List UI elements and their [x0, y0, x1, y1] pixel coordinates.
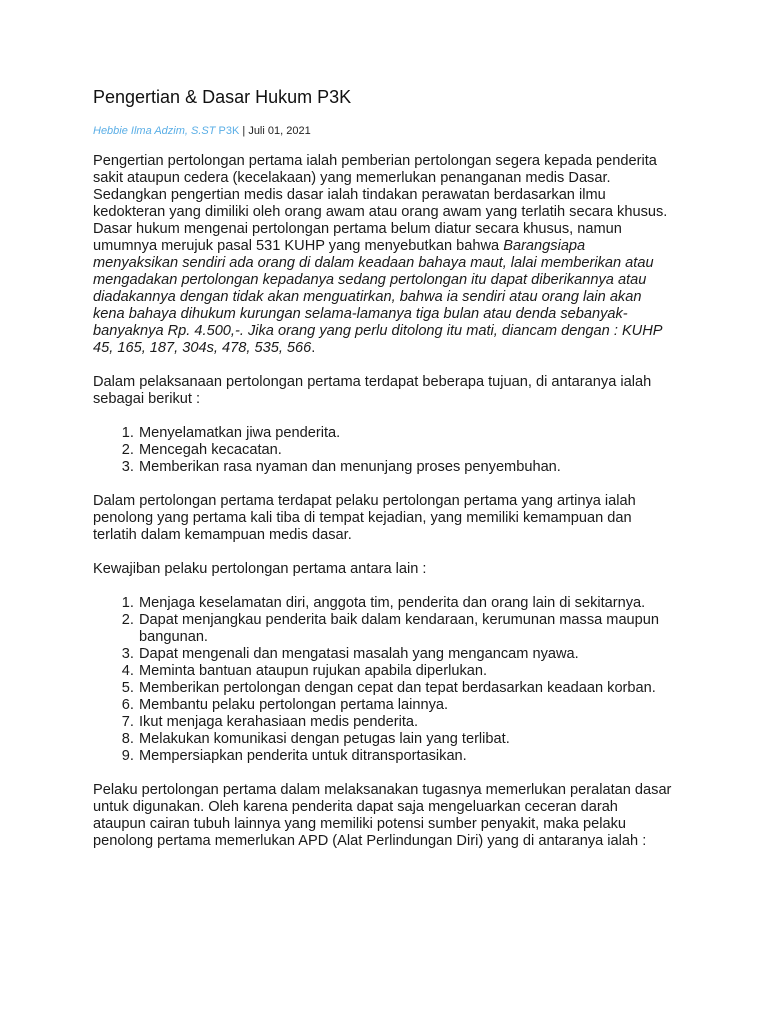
list-item: 7. Ikut menjaga kerahasiaan medis penderita.: [138, 714, 673, 731]
paragraph-duties-intro: Kewajiban pelaku pertolongan pertama antara lain :: [93, 561, 427, 577]
category-label: P3K: [218, 125, 240, 137]
definition-text: Pengertian pertolongan pertama ialah pemberian pertolongan segera kepada penderita sakit ataupun cedera (kecelakaan) yang memerlukan penanganan medis Dasar. Sedangkan pengertian medis dasar ialah tindakan perawatan berdasarkan ilmu kedokteran yang dimiliki oleh orang awam atau orang awam yang terlatih secara khusus. Dasar hukum mengenai pertolongan pertama belum diatur secara khusus, namun umumnya merujuk pasal 531 KUHP yang menyebutkan bahwa: [93, 153, 668, 254]
list-item: 1. Menjaga keselamatan diri, anggota tim, penderita dan orang lain di sekitarnya.: [138, 595, 673, 612]
paragraph-goals-intro: Dalam pelaksanaan pertolongan pertama terdapat beberapa tujuan, di antaranya ialah sebagai berikut :: [93, 374, 652, 407]
duties-list: [93, 595, 673, 765]
definition-end: .: [311, 340, 316, 356]
list-item: 2. Mencegah kecacatan.: [138, 442, 673, 459]
list-item: 2. Dapat menjangkau penderita baik dalam kendaraan, kerumunan massa maupun bangunan.: [138, 612, 673, 646]
article-title: Pengertian & Dasar Hukum P3K: [93, 87, 352, 107]
list-item: 9. Mempersiapkan penderita untuk ditransportasikan.: [138, 748, 673, 765]
list-item: 4. Meminta bantuan ataupun rujukan apabila diperlukan.: [138, 663, 673, 680]
list-item: 6. Membantu pelaku pertolongan pertama lainnya.: [138, 697, 673, 714]
document-page: [93, 86, 673, 867]
kuhp-quote: Barangsiapa menyaksikan sendiri ada orang di dalam keadaan bahaya maut, lalai memberikan atau mengadakan pertolongan kepadanya sedang pertolongan itu dapat diberikannya atau diadakannya dengan tidak akan menguatirkan, bahwa ia sendiri atau orang lain akan kena bahaya dihukum kurungan selama-lamanya tiga bulan atau denda sebanyak-banyaknya Rp. 4.500,-. Jika orang yang perlu ditolong itu mati, diancam dengan : KUHP 45, 165, 187, 304s, 478, 535, 566: [93, 238, 662, 356]
list-item: 3. Memberikan rasa nyaman dan menunjang proses penyembuhan.: [138, 459, 673, 476]
paragraph-first-aider: Dalam pertolongan pertama terdapat pelaku pertolongan pertama yang artinya ialah penolong yang pertama kali tiba di tempat kejadian, yang memiliki kemampuan dan terlatih dalam kemampuan medis dasar.: [93, 493, 636, 543]
list-item: 1. Menyelamatkan jiwa penderita.: [138, 425, 673, 442]
list-item: 5. Memberikan pertolongan dengan cepat dan tepat berdasarkan keadaan korban.: [138, 680, 673, 697]
author-name: Hebbie Ilma Adzim, S.ST: [93, 125, 216, 137]
paragraph-equipment: Pelaku pertolongan pertama dalam melaksanakan tugasnya memerlukan peralatan dasar untuk digunakan. Oleh karena penderita dapat saja mengeluarkan ceceran darah ataupun cairan tubuh lainnya yang memiliki potensi sumber penyakit, maka pelaku penolong pertama memerlukan APD (Alat Perlindungan Diri) yang di antaranya ialah :: [93, 782, 672, 849]
list-item: 3. Dapat mengenali dan mengatasi masalah yang mengancam nyawa.: [138, 646, 673, 663]
goals-list: [93, 425, 673, 476]
meta-separator: |: [242, 125, 246, 137]
article-meta: [93, 124, 673, 138]
list-item: 8. Melakukan komunikasi dengan petugas lain yang terlibat.: [138, 731, 673, 748]
publish-date: Juli 01, 2021: [248, 125, 311, 137]
paragraph-definition: [93, 153, 673, 357]
